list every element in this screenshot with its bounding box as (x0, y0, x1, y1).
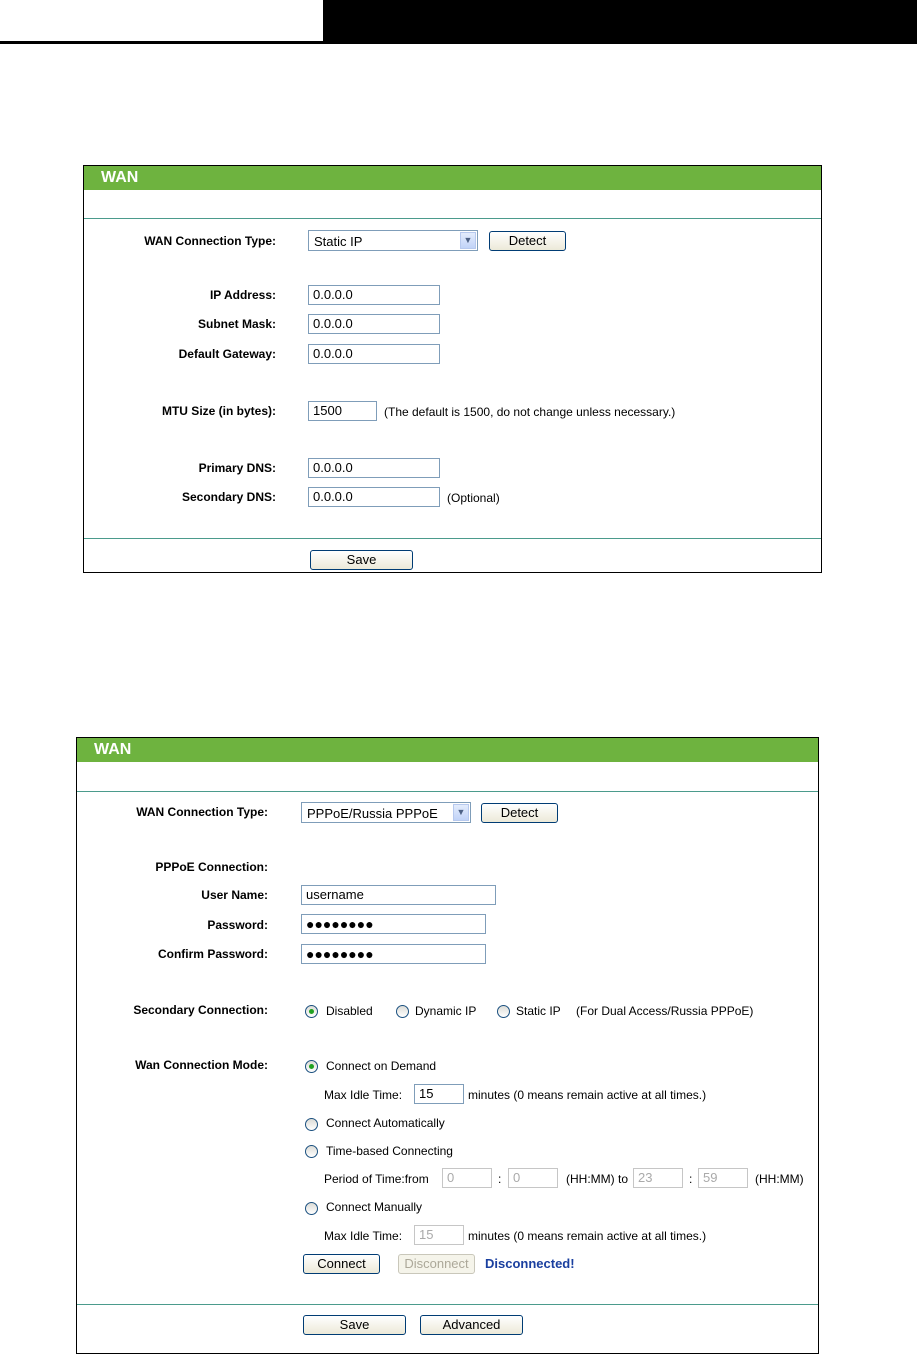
divider (84, 538, 821, 539)
max-idle-time-label: Max Idle Time: (324, 1088, 403, 1102)
pppoe-connection-label: PPPoE Connection: (155, 860, 268, 874)
detect-button[interactable]: Detect (481, 803, 558, 823)
secondary-dns-input[interactable]: 0.0.0.0 (308, 487, 440, 507)
mtu-size-input[interactable]: 1500 (308, 401, 377, 421)
save-button[interactable]: Save (310, 550, 413, 570)
connect-button[interactable]: Connect (303, 1254, 380, 1274)
secondary-disabled-label: Disabled (326, 1004, 373, 1018)
period-to-minute-input[interactable]: 59 (698, 1168, 748, 1188)
hhmm-label: (HH:MM) (755, 1172, 804, 1186)
select-value: PPPoE/Russia PPPoE (307, 806, 438, 821)
password-label: Password: (207, 918, 268, 932)
max-idle-time-input[interactable]: 15 (414, 1084, 464, 1104)
panel-header (84, 166, 821, 190)
secondary-connection-label: Secondary Connection: (133, 1003, 268, 1017)
subnet-mask-label: Subnet Mask: (197, 317, 276, 331)
wan-connection-type-label: WAN Connection Type: (144, 234, 276, 248)
connect-automatically-label: Connect Automatically (326, 1116, 445, 1130)
chevron-down-icon[interactable]: ▼ (460, 232, 476, 249)
secondary-static-ip-label: Static IP (516, 1004, 561, 1018)
wan-static-ip-panel (83, 165, 822, 573)
wan-pppoe-panel (76, 737, 819, 1354)
time-based-connecting-label: Time-based Connecting (326, 1144, 453, 1158)
ip-address-input[interactable]: 0.0.0.0 (308, 285, 440, 305)
max-idle-time-hint: minutes (0 means remain active at all times.) (468, 1229, 707, 1243)
primary-dns-input[interactable]: 0.0.0.0 (308, 458, 440, 478)
panel-header (77, 738, 818, 762)
panel-title: WAN (94, 741, 132, 758)
primary-dns-label: Primary DNS: (198, 461, 276, 475)
connect-manually-label: Connect Manually (326, 1200, 423, 1214)
secondary-dynamic-ip-radio[interactable] (396, 1005, 409, 1018)
period-to-hour-input[interactable]: 23 (633, 1168, 683, 1188)
connect-manually-radio[interactable] (305, 1202, 318, 1215)
password-input[interactable]: ●●●●●●●● (301, 914, 486, 934)
mtu-size-label: MTU Size (in bytes): (161, 404, 276, 418)
connect-automatically-radio[interactable] (305, 1118, 318, 1131)
divider (84, 218, 821, 219)
max-idle-time-manual-input[interactable]: 15 (414, 1225, 464, 1245)
secondary-dynamic-ip-label: Dynamic IP (415, 1004, 477, 1018)
mtu-hint: (The default is 1500, do not change unless necessary.) (384, 405, 676, 419)
connection-status: Disconnected! (485, 1256, 575, 1271)
colon-separator: : (689, 1172, 693, 1186)
detect-button[interactable]: Detect (489, 231, 566, 251)
wan-connection-type-select[interactable] (308, 230, 478, 251)
connect-on-demand-label: Connect on Demand (326, 1059, 437, 1073)
default-gateway-label: Default Gateway: (178, 347, 276, 361)
max-idle-time-hint: minutes (0 means remain active at all times.) (468, 1088, 707, 1102)
time-based-connecting-radio[interactable] (305, 1145, 318, 1158)
save-button[interactable]: Save (303, 1315, 406, 1335)
subnet-mask-input[interactable]: 0.0.0.0 (308, 314, 440, 334)
period-of-time-label: Period of Time:from (324, 1172, 429, 1186)
disconnect-button[interactable]: Disconnect (398, 1254, 475, 1274)
secondary-dns-label: Secondary DNS: (181, 490, 276, 504)
wan-connection-type-label: WAN Connection Type: (136, 805, 268, 819)
header-rule (0, 41, 917, 44)
user-name-label: User Name: (201, 888, 268, 902)
ip-address-label: IP Address: (209, 288, 276, 302)
secondary-hint: (For Dual Access/Russia PPPoE) (576, 1004, 754, 1018)
secondary-dns-hint: (Optional) (447, 491, 500, 505)
default-gateway-input[interactable]: 0.0.0.0 (308, 344, 440, 364)
max-idle-time-label: Max Idle Time: (324, 1229, 403, 1243)
colon-separator: : (498, 1172, 502, 1186)
user-name-input[interactable]: username (301, 885, 496, 905)
chevron-down-icon[interactable]: ▼ (453, 804, 469, 821)
confirm-password-input[interactable]: ●●●●●●●● (301, 944, 486, 964)
panel-title: WAN (101, 169, 139, 186)
header-black-bar (323, 0, 917, 41)
select-value: Static IP (314, 234, 363, 249)
confirm-password-label: Confirm Password: (157, 947, 268, 961)
advanced-button[interactable]: Advanced (420, 1315, 523, 1335)
connect-on-demand-radio[interactable] (305, 1060, 318, 1073)
secondary-static-ip-radio[interactable] (497, 1005, 510, 1018)
hhmm-to-label: (HH:MM) to (566, 1172, 628, 1186)
period-from-minute-input[interactable]: 0 (508, 1168, 558, 1188)
wan-connection-type-select[interactable] (301, 802, 471, 823)
period-from-hour-input[interactable]: 0 (442, 1168, 492, 1188)
wan-connection-mode-label: Wan Connection Mode: (135, 1058, 268, 1072)
secondary-disabled-radio[interactable] (305, 1005, 318, 1018)
divider (77, 1304, 818, 1305)
divider (77, 791, 818, 792)
